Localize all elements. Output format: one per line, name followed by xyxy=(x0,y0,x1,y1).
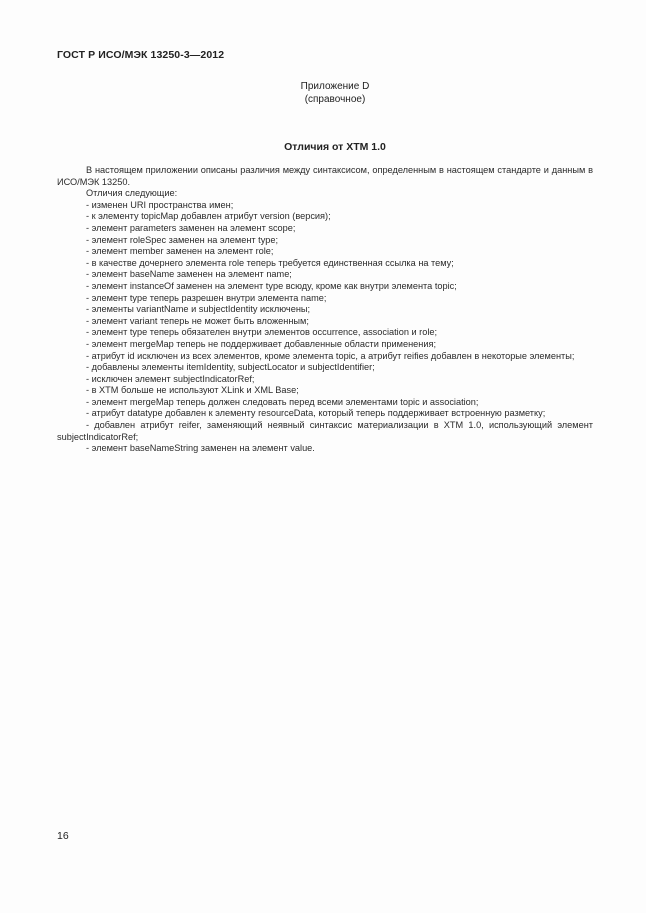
list-item: - элемент member заменен на элемент role; xyxy=(86,246,274,257)
list-item: - элемент mergeMap теперь не поддерживает добавленные области применения; xyxy=(86,338,436,349)
list-item: - в XTM больше не используют XLink и XML Base; xyxy=(86,385,299,396)
intro-paragraph: В настоящем приложении описаны различия между синтаксисом, определенным в настоящем стандарте и данным в ИСО/МЭК 13250. xyxy=(57,165,593,187)
list-item: - элемент type теперь обязателен внутри элементов occurrence, association и role; xyxy=(86,327,438,338)
list-item: - добавлены элементы itemIdentity, subjectLocator и subjectIdentifier; xyxy=(86,362,375,373)
list-item: - изменен URI пространства имен; xyxy=(86,199,234,210)
list-item: - в качестве дочернего элемента role теперь требуется единственная ссылка на тему; xyxy=(86,257,454,268)
list-item: - элемент baseNameString заменен на элемент value. xyxy=(86,443,315,454)
list-item: - атрибут datatype добавлен к элементу resourceData, который теперь поддерживает встроенную разметку; xyxy=(86,408,546,419)
list-item: - элемент baseName заменен на элемент name; xyxy=(86,269,292,280)
list-item: - элементы variantName и subjectIdentity исключены; xyxy=(86,304,311,315)
annex-note: (справочное) xyxy=(304,94,366,105)
document-body xyxy=(57,165,593,455)
list-item: - к элементу topicMap добавлен атрибут version (версия); xyxy=(86,211,331,222)
list-item: - элемент type теперь разрешен внутри элемента name; xyxy=(86,292,327,303)
list-item: - атрибут id исключен из всех элементов, кроме элемента topic, а атрибут reifies добавлен в некоторые элементы; xyxy=(86,350,575,361)
section-title: Отличия от XTM 1.0 xyxy=(284,141,386,153)
annex-title: Приложение D xyxy=(300,81,370,92)
standard-header: ГОСТ Р ИСО/МЭК 13250-3—2012 xyxy=(57,49,225,61)
list-item: - элемент instanceOf заменен на элемент type всюду, кроме как внутри элемента topic; xyxy=(86,280,457,291)
list-item: - элемент roleSpec заменен на элемент type; xyxy=(86,234,279,245)
list-item: - исключен элемент subjectIndicatorRef; xyxy=(86,373,255,384)
differences-list xyxy=(57,200,593,455)
list-item: - элемент mergeMap теперь должен следовать перед всеми элементами topic и association; xyxy=(86,396,479,407)
differences-label: Отличия следующие: xyxy=(86,188,178,199)
page-number: 16 xyxy=(57,830,69,842)
list-item: - элемент parameters заменен на элемент scope; xyxy=(86,222,296,233)
list-item: - элемент variant теперь не может быть вложенным; xyxy=(86,315,309,326)
list-item: - добавлен атрибут reifer, заменяющий неявный синтаксис материализации в XTM 1.0, использующий элемент subjectIndicatorRef; xyxy=(57,420,593,442)
